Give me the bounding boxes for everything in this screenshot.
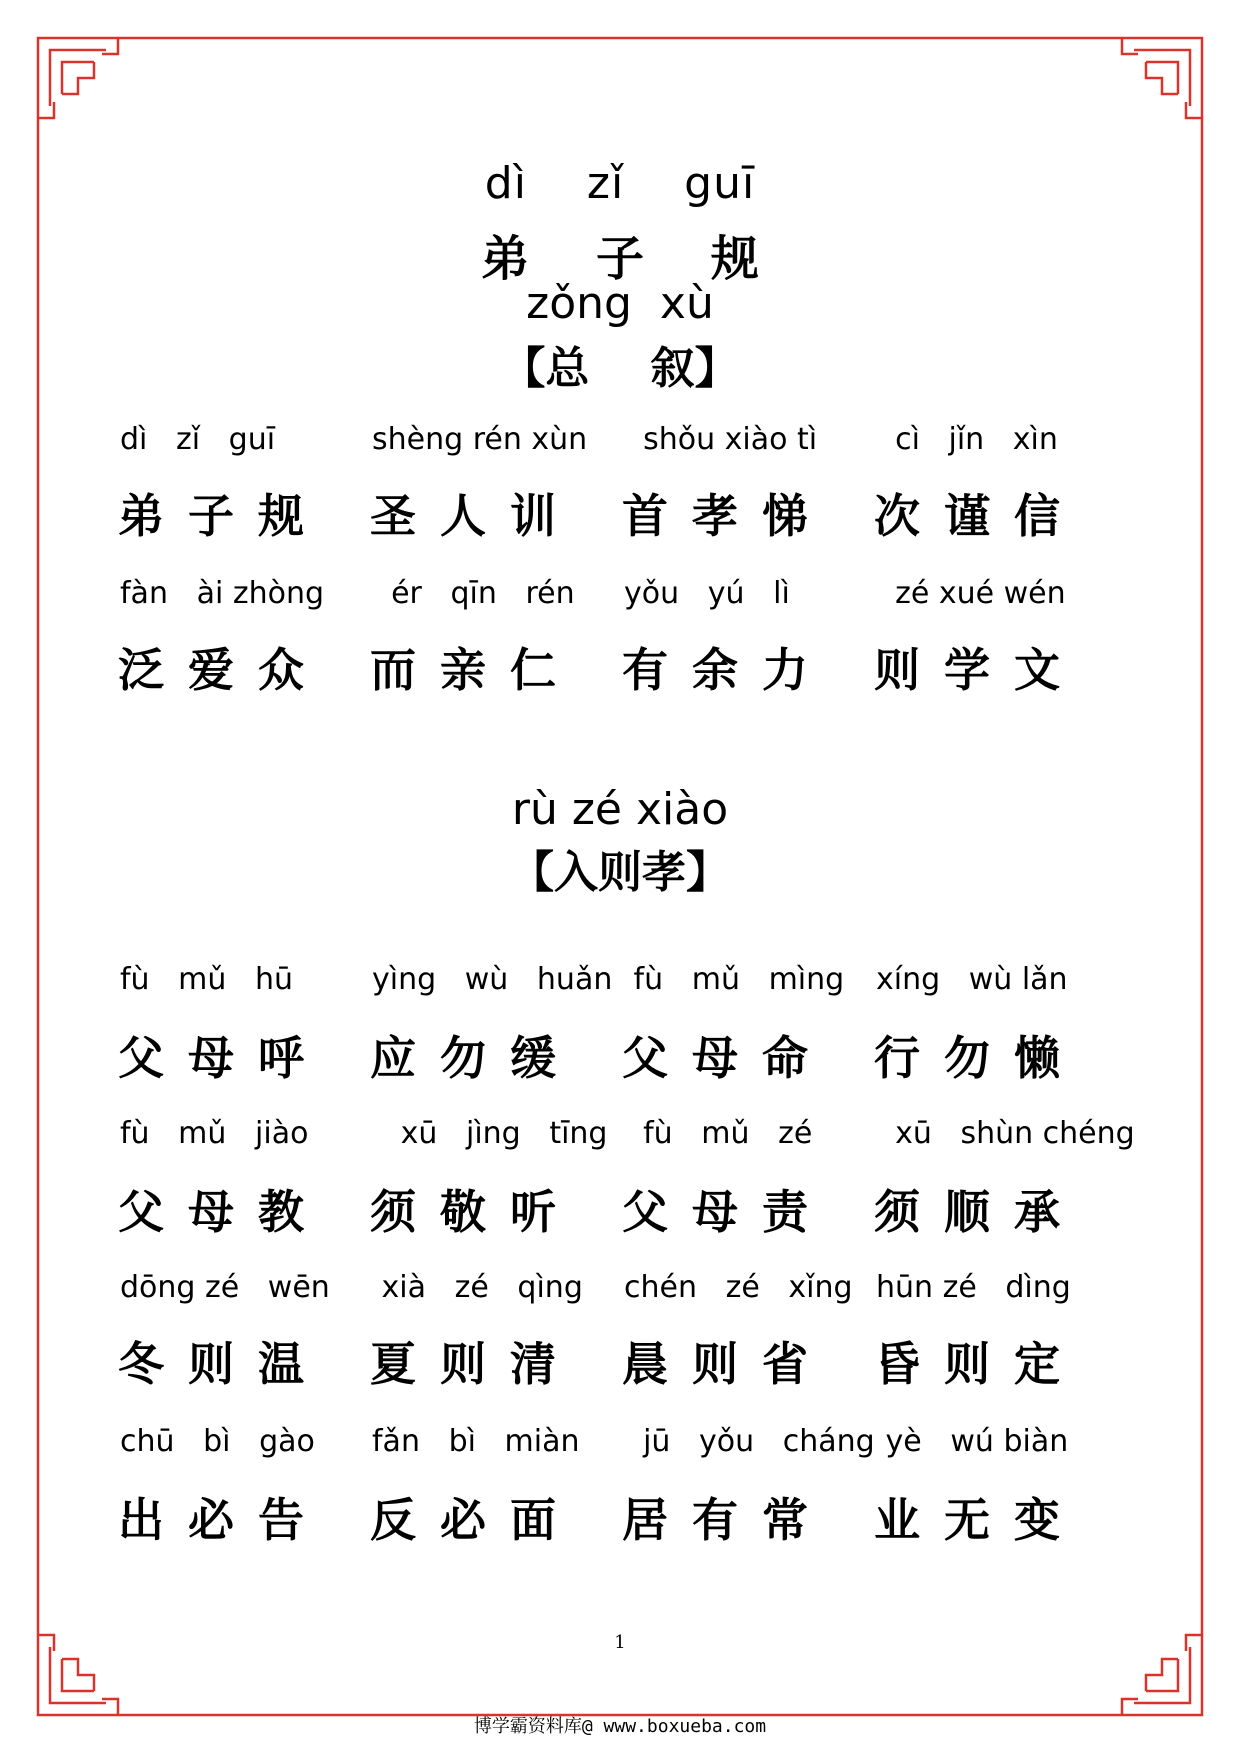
pinyin-phrase: xià zé qìng — [372, 1270, 583, 1305]
title-hanzi: 弟 子 规 — [481, 231, 759, 287]
hanzi-character: 应 — [370, 1031, 416, 1085]
hanzi-character: 省 — [762, 1337, 808, 1391]
hanzi-character: 则 — [188, 1337, 234, 1391]
hanzi-character: 承 — [1014, 1185, 1060, 1239]
pinyin-phrase: hūn zé dìng — [876, 1270, 1071, 1305]
hanzi-character: 须 — [874, 1185, 920, 1239]
hanzi-character: 温 — [258, 1337, 304, 1391]
hanzi-character: 首 — [622, 489, 668, 543]
hanzi-character: 告 — [258, 1493, 304, 1547]
hanzi-row — [118, 1328, 1118, 1392]
pinyin-phrase: xū shùn chéng — [876, 1116, 1135, 1151]
hanzi-character: 母 — [692, 1185, 738, 1239]
hanzi-character: 敬 — [440, 1185, 486, 1239]
pinyin-phrase: shǒu xiào tì — [624, 422, 818, 457]
hanzi-row — [118, 1022, 1118, 1086]
hanzi-phrase — [370, 1328, 622, 1394]
hanzi-phrase — [874, 1484, 1126, 1550]
pinyin-phrase: yè wú biàn — [876, 1424, 1069, 1459]
hanzi-character: 呼 — [258, 1031, 304, 1085]
hanzi-character: 悌 — [762, 489, 808, 543]
pinyin-phrase: jū yǒu cháng — [624, 1424, 875, 1459]
hanzi-character: 父 — [118, 1185, 164, 1239]
pinyin-phrase: yìng wù huǎn — [372, 962, 613, 997]
hanzi-character: 则 — [692, 1337, 738, 1391]
hanzi-phrase — [622, 1328, 874, 1394]
hanzi-character: 居 — [622, 1493, 668, 1547]
pinyin-phrase: fù mǔ hū — [120, 962, 294, 997]
hanzi-row — [118, 634, 1118, 698]
pinyin-phrase: fù mǔ mìng — [624, 962, 845, 997]
pinyin-row — [118, 1116, 1135, 1156]
footer-watermark: 博学霸资料库@ www.boxueba.com — [473, 1716, 767, 1737]
hanzi-character: 母 — [188, 1185, 234, 1239]
hanzi-phrase — [622, 480, 874, 546]
hanzi-character: 爱 — [188, 643, 234, 697]
hanzi-phrase — [118, 1176, 370, 1242]
hanzi-phrase — [370, 1484, 622, 1550]
hanzi-character: 父 — [622, 1185, 668, 1239]
pinyin-phrase: dì zǐ guī — [120, 422, 276, 457]
hanzi-character: 母 — [188, 1031, 234, 1085]
pinyin-phrase: dōng zé wēn — [120, 1270, 330, 1305]
hanzi-phrase — [118, 1022, 370, 1088]
section-heading-hanzi: 【总 叙】 — [501, 343, 739, 394]
section-heading-pinyin: zǒng xù — [526, 278, 714, 329]
hanzi-character: 训 — [510, 489, 556, 543]
pinyin-phrase: yǒu yú lì — [624, 576, 790, 611]
hanzi-phrase — [118, 1328, 370, 1394]
hanzi-character: 懒 — [1014, 1031, 1060, 1085]
hanzi-character: 子 — [188, 489, 234, 543]
hanzi-character: 孝 — [692, 489, 738, 543]
pinyin-phrase: fǎn bì miàn — [372, 1424, 580, 1459]
hanzi-character: 行 — [874, 1031, 920, 1085]
pinyin-phrase: fàn ài zhòng — [120, 576, 324, 611]
page-number: 1 — [614, 1632, 626, 1653]
hanzi-phrase — [118, 1484, 370, 1550]
hanzi-phrase — [118, 634, 370, 700]
hanzi-phrase — [874, 1022, 1126, 1088]
hanzi-phrase — [622, 1176, 874, 1242]
hanzi-character: 出 — [118, 1493, 164, 1547]
hanzi-character: 听 — [510, 1185, 556, 1239]
hanzi-character: 必 — [188, 1493, 234, 1547]
hanzi-character: 则 — [874, 643, 920, 697]
hanzi-phrase — [622, 634, 874, 700]
hanzi-character: 亲 — [440, 643, 486, 697]
hanzi-character: 力 — [762, 643, 808, 697]
hanzi-phrase — [874, 634, 1126, 700]
pinyin-phrase: fù mǔ zé — [624, 1116, 813, 1151]
hanzi-character: 母 — [692, 1031, 738, 1085]
hanzi-character: 命 — [762, 1031, 808, 1085]
pinyin-row — [118, 1270, 1118, 1310]
hanzi-character: 定 — [1014, 1337, 1060, 1391]
hanzi-character: 冬 — [118, 1337, 164, 1391]
hanzi-character: 有 — [692, 1493, 738, 1547]
hanzi-phrase — [370, 1022, 622, 1088]
pinyin-row — [118, 576, 1118, 616]
pinyin-phrase: zé xué wén — [876, 576, 1066, 611]
hanzi-character: 弟 — [118, 489, 164, 543]
pinyin-row — [118, 1424, 1118, 1464]
pinyin-phrase: chū bì gào — [120, 1424, 315, 1459]
hanzi-phrase — [370, 480, 622, 546]
hanzi-character: 无 — [944, 1493, 990, 1547]
hanzi-character: 泛 — [118, 643, 164, 697]
hanzi-character: 常 — [762, 1493, 808, 1547]
pinyin-phrase: cì jǐn xìn — [876, 422, 1058, 457]
hanzi-character: 业 — [874, 1493, 920, 1547]
hanzi-phrase — [370, 634, 622, 700]
hanzi-phrase — [622, 1022, 874, 1088]
hanzi-character: 众 — [258, 643, 304, 697]
hanzi-character: 仁 — [510, 643, 556, 697]
hanzi-character: 父 — [118, 1031, 164, 1085]
hanzi-phrase — [874, 1176, 1126, 1242]
pinyin-phrase: fù mǔ jiào — [120, 1116, 309, 1151]
hanzi-character: 教 — [258, 1185, 304, 1239]
hanzi-character: 文 — [1014, 643, 1060, 697]
hanzi-character: 谨 — [944, 489, 990, 543]
hanzi-character: 学 — [944, 643, 990, 697]
pinyin-phrase: xū jìng tīng — [372, 1116, 608, 1151]
hanzi-character: 而 — [370, 643, 416, 697]
hanzi-phrase — [370, 1176, 622, 1242]
hanzi-character: 必 — [440, 1493, 486, 1547]
hanzi-row — [118, 1484, 1118, 1548]
hanzi-character: 清 — [510, 1337, 556, 1391]
hanzi-character: 则 — [440, 1337, 486, 1391]
pinyin-row — [118, 422, 1118, 462]
pinyin-row — [118, 962, 1118, 1002]
hanzi-character: 次 — [874, 489, 920, 543]
hanzi-phrase — [874, 480, 1126, 546]
title-pinyin: dì zǐ guī — [484, 158, 756, 209]
pinyin-phrase: shèng rén xùn — [372, 422, 588, 457]
hanzi-character: 人 — [440, 489, 486, 543]
hanzi-phrase — [622, 1484, 874, 1550]
hanzi-character: 变 — [1014, 1493, 1060, 1547]
hanzi-character: 圣 — [370, 489, 416, 543]
hanzi-character: 规 — [258, 489, 304, 543]
hanzi-character: 则 — [944, 1337, 990, 1391]
hanzi-character: 勿 — [440, 1031, 486, 1085]
hanzi-phrase — [118, 480, 370, 546]
section-heading-hanzi: 【入则孝】 — [510, 847, 730, 898]
hanzi-character: 余 — [692, 643, 738, 697]
pinyin-phrase: ér qīn rén — [372, 576, 575, 611]
hanzi-character: 信 — [1014, 489, 1060, 543]
pinyin-phrase: chén zé xǐng — [624, 1270, 853, 1305]
hanzi-character: 须 — [370, 1185, 416, 1239]
hanzi-character: 晨 — [622, 1337, 668, 1391]
hanzi-character: 有 — [622, 643, 668, 697]
hanzi-character: 面 — [510, 1493, 556, 1547]
hanzi-character: 昏 — [874, 1337, 920, 1391]
hanzi-row — [118, 480, 1118, 544]
hanzi-character: 顺 — [944, 1185, 990, 1239]
section-heading-pinyin: rù zé xiào — [511, 784, 729, 835]
hanzi-phrase — [874, 1328, 1126, 1394]
pinyin-phrase: xíng wù lǎn — [876, 962, 1068, 997]
hanzi-character: 夏 — [370, 1337, 416, 1391]
hanzi-character: 缓 — [510, 1031, 556, 1085]
hanzi-character: 父 — [622, 1031, 668, 1085]
hanzi-character: 反 — [370, 1493, 416, 1547]
hanzi-character: 勿 — [944, 1031, 990, 1085]
hanzi-row — [118, 1176, 1118, 1240]
hanzi-character: 责 — [762, 1185, 808, 1239]
